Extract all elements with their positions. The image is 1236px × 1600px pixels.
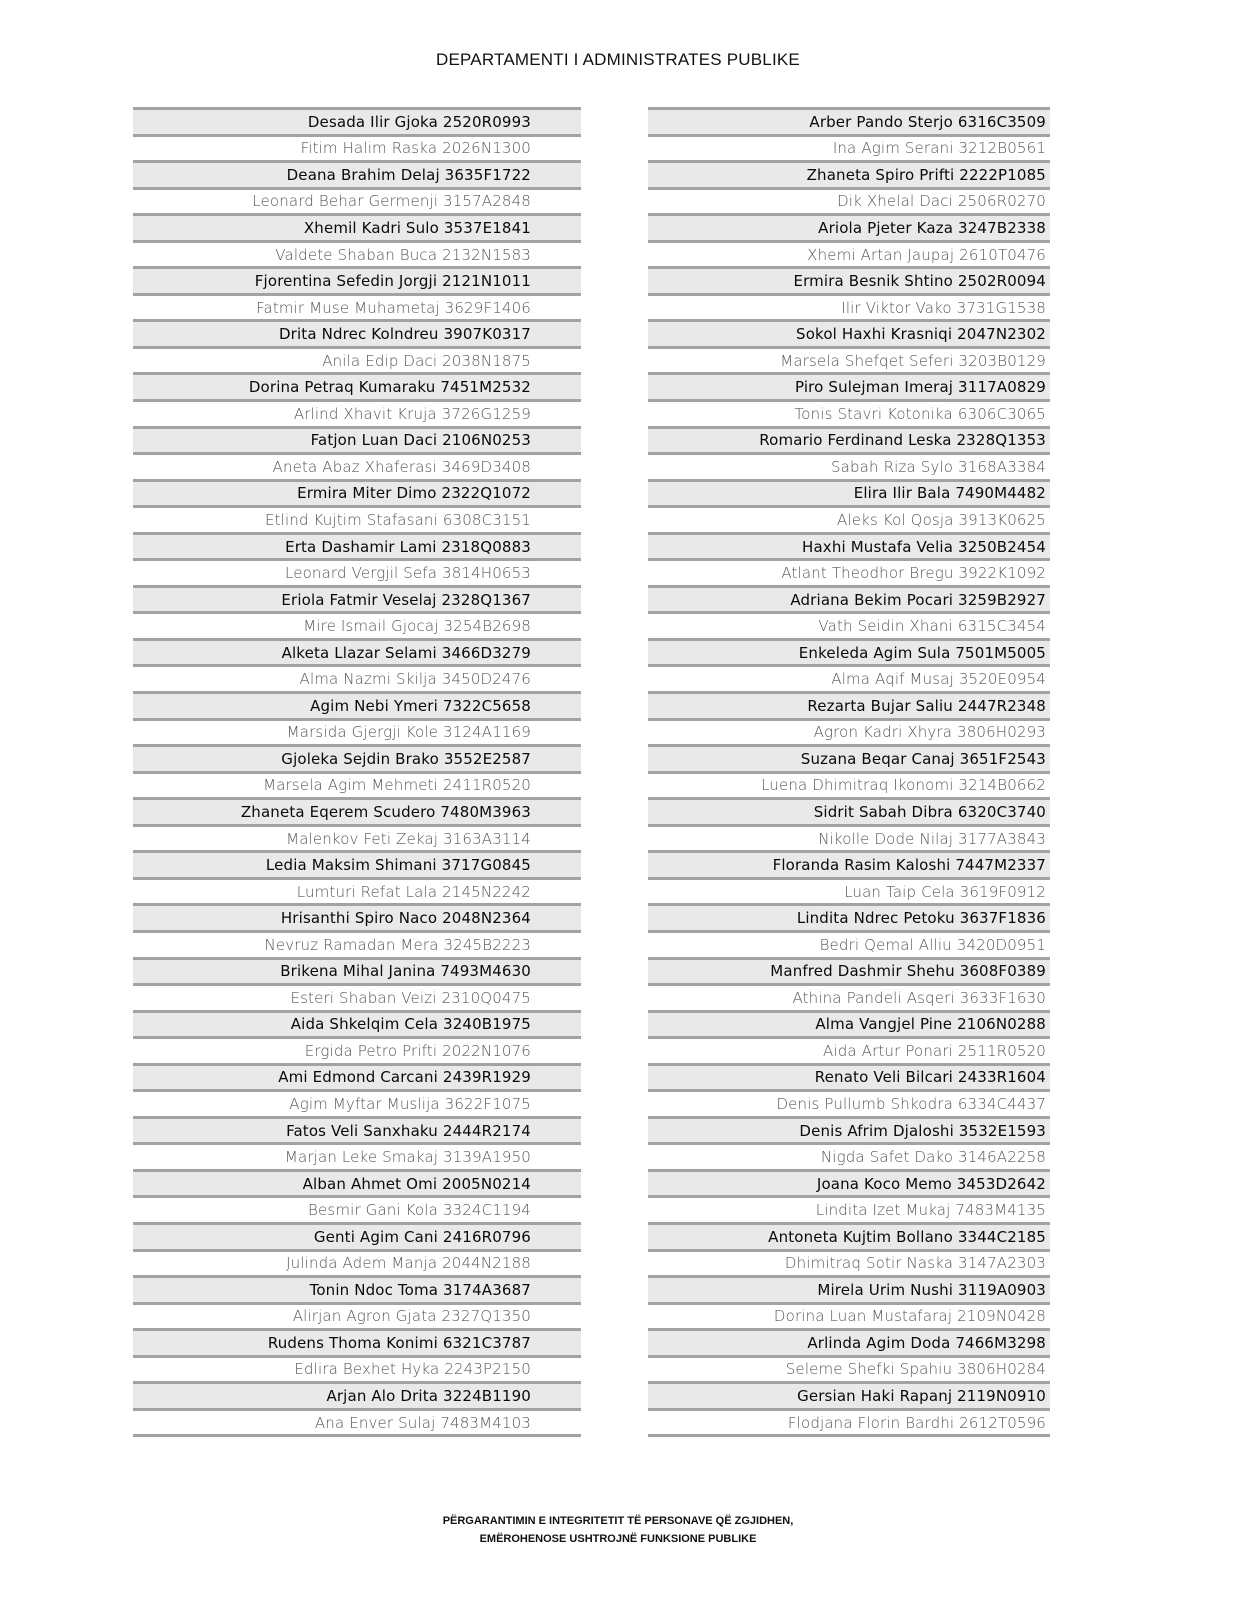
list-item: Lindita Izet Mukaj 7483M4135 [648, 1195, 1050, 1222]
list-item: Desada Ilir Gjoka 2520R0993 [133, 107, 581, 134]
list-item: Brikena Mihal Janina 7493M4630 [133, 957, 581, 984]
list-item: Elira Ilir Bala 7490M4482 [648, 479, 1050, 506]
list-item: Romario Ferdinand Leska 2328Q1353 [648, 426, 1050, 453]
list-item: Agron Kadri Xhyra 3806H0293 [648, 718, 1050, 745]
list-item: Ergida Petro Prifti 2022N1076 [133, 1036, 581, 1063]
list-item: Sokol Haxhi Krasniqi 2047N2302 [648, 319, 1050, 346]
list-item: Aneta Abaz Xhaferasi 3469D3408 [133, 452, 581, 479]
list-item: Denis Afrim Djaloshi 3532E1593 [648, 1116, 1050, 1143]
list-item: Piro Sulejman Imeraj 3117A0829 [648, 372, 1050, 399]
list-item: Dik Xhelal Daci 2506R0270 [648, 187, 1050, 214]
list-item: Nevruz Ramadan Mera 3245B2223 [133, 930, 581, 957]
list-item: Ermira Besnik Shtino 2502R0094 [648, 266, 1050, 293]
list-item: Genti Agim Cani 2416R0796 [133, 1222, 581, 1249]
list-item: Gjoleka Sejdin Brako 3552E2587 [133, 744, 581, 771]
list-item: Arlind Xhavit Kruja 3726G1259 [133, 399, 581, 426]
list-item: Sidrit Sabah Dibra 6320C3740 [648, 797, 1050, 824]
list-item: Malenkov Feti Zekaj 3163A3114 [133, 824, 581, 851]
list-item: Renato Veli Bilcari 2433R1604 [648, 1063, 1050, 1090]
page-title: DEPARTAMENTI I ADMINISTRATES PUBLIKE [436, 50, 800, 69]
list-item: Alketa Llazar Selami 3466D3279 [133, 638, 581, 665]
list-item: Tonis Stavri Kotonika 6306C3065 [648, 399, 1050, 426]
list-item: Haxhi Mustafa Velia 3250B2454 [648, 532, 1050, 559]
list-item: Bedri Qemal Alliu 3420D0951 [648, 930, 1050, 957]
list-item: Fatmir Muse Muhametaj 3629F1406 [133, 293, 581, 320]
list-item: Erta Dashamir Lami 2318Q0883 [133, 532, 581, 559]
list-item: Athina Pandeli Asqeri 3633F1630 [648, 983, 1050, 1010]
list-item: Alma Nazmi Skilja 3450D2476 [133, 664, 581, 691]
list-item: Zhaneta Eqerem Scudero 7480M3963 [133, 797, 581, 824]
list-item: Dhimitraq Sotir Naska 3147A2303 [648, 1249, 1050, 1276]
footer-line-2: EMËROHENOSE USHTROJNË FUNKSIONE PUBLIKE [479, 1533, 757, 1545]
list-item: Luena Dhimitraq Ikonomi 3214B0662 [648, 771, 1050, 798]
list-item: Xhemi Artan Jaupaj 2610T0476 [648, 240, 1050, 267]
list-item: Gersian Haki Rapanj 2119N0910 [648, 1381, 1050, 1408]
list-item: Agim Myftar Muslija 3622F1075 [133, 1089, 581, 1116]
list-item: Drita Ndrec Kolndreu 3907K0317 [133, 319, 581, 346]
list-item: Luan Taip Cela 3619F0912 [648, 877, 1050, 904]
list-item: Alirjan Agron Gjata 2327Q1350 [133, 1302, 581, 1329]
list-item: Alma Vangjel Pine 2106N0288 [648, 1010, 1050, 1037]
list-item: Fitim Halim Raska 2026N1300 [133, 134, 581, 161]
list-item: Arlinda Agim Doda 7466M3298 [648, 1328, 1050, 1355]
list-item: Ermira Miter Dimo 2322Q1072 [133, 479, 581, 506]
list-item: Leonard Behar Germenji 3157A2848 [133, 187, 581, 214]
list-item: Esteri Shaban Veizi 2310Q0475 [133, 983, 581, 1010]
footer-line-1: PËRGARANTIMIN E INTEGRITETIT TË PERSONAVE QË ZGJIDHEN, [442, 1515, 794, 1527]
list-item: Ilir Viktor Vako 3731G1538 [648, 293, 1050, 320]
list-item: Besmir Gani Kola 3324C1194 [133, 1195, 581, 1222]
list-item: Agim Nebi Ymeri 7322C5658 [133, 691, 581, 718]
list-item: Ana Enver Sulaj 7483M4103 [133, 1408, 581, 1435]
list-item: Alban Ahmet Omi 2005N0214 [133, 1169, 581, 1196]
list-item: Vath Seidin Xhani 6315C3454 [648, 611, 1050, 638]
list-item: Fatos Veli Sanxhaku 2444R2174 [133, 1116, 581, 1143]
list-item: Mirela Urim Nushi 3119A0903 [648, 1275, 1050, 1302]
list-item: Lumturi Refat Lala 2145N2242 [133, 877, 581, 904]
list-item: Fatjon Luan Daci 2106N0253 [133, 426, 581, 453]
list-item: Hrisanthi Spiro Naco 2048N2364 [133, 903, 581, 930]
list-item: Tonin Ndoc Toma 3174A3687 [133, 1275, 581, 1302]
list-item: Enkeleda Agim Sula 7501M5005 [648, 638, 1050, 665]
list-item: Flodjana Florin Bardhi 2612T0596 [648, 1408, 1050, 1435]
list-item: Nigda Safet Dako 3146A2258 [648, 1142, 1050, 1169]
list-item: Zhaneta Spiro Prifti 2222P1085 [648, 160, 1050, 187]
list-item: Aida Artur Ponari 2511R0520 [648, 1036, 1050, 1063]
list-item: Alma Aqif Musaj 3520E0954 [648, 664, 1050, 691]
list-item: Marsida Gjergji Kole 3124A1169 [133, 718, 581, 745]
list-item: Julinda Adem Manja 2044N2188 [133, 1249, 581, 1276]
list-item: Ami Edmond Carcani 2439R1929 [133, 1063, 581, 1090]
list-item: Ariola Pjeter Kaza 3247B2338 [648, 213, 1050, 240]
list-item: Adriana Bekim Pocari 3259B2927 [648, 585, 1050, 612]
list-item: Atlant Theodhor Bregu 3922K1092 [648, 558, 1050, 585]
list-item: Edlira Bexhet Hyka 2243P2150 [133, 1355, 581, 1382]
list-item: Rudens Thoma Konimi 6321C3787 [133, 1328, 581, 1355]
left-name-list [133, 107, 581, 1437]
list-divider [648, 1434, 1050, 1437]
list-item: Marjan Leke Smakaj 3139A1950 [133, 1142, 581, 1169]
list-item: Xhemil Kadri Sulo 3537E1841 [133, 213, 581, 240]
right-name-list [648, 107, 1050, 1437]
list-item: Denis Pullumb Shkodra 6334C4437 [648, 1089, 1050, 1116]
list-item: Anila Edip Daci 2038N1875 [133, 346, 581, 373]
list-item: Ina Agim Serani 3212B0561 [648, 134, 1050, 161]
list-item: Mire Ismail Gjocaj 3254B2698 [133, 611, 581, 638]
list-item: Suzana Beqar Canaj 3651F2543 [648, 744, 1050, 771]
list-item: Joana Koco Memo 3453D2642 [648, 1169, 1050, 1196]
list-divider [133, 1434, 581, 1437]
list-item: Etlind Kujtim Stafasani 6308C3151 [133, 505, 581, 532]
list-item: Arber Pando Sterjo 6316C3509 [648, 107, 1050, 134]
list-item: Arjan Alo Drita 3224B1190 [133, 1381, 581, 1408]
list-item: Nikolle Dode Nilaj 3177A3843 [648, 824, 1050, 851]
list-item: Sabah Riza Sylo 3168A3384 [648, 452, 1050, 479]
list-item: Dorina Luan Mustafaraj 2109N0428 [648, 1302, 1050, 1329]
list-item: Marsela Shefqet Seferi 3203B0129 [648, 346, 1050, 373]
list-item: Floranda Rasim Kaloshi 7447M2337 [648, 850, 1050, 877]
list-item: Marsela Agim Mehmeti 2411R0520 [133, 771, 581, 798]
footer-note [0, 1512, 1236, 1548]
list-item: Fjorentina Sefedin Jorgji 2121N1011 [133, 266, 581, 293]
list-item: Dorina Petraq Kumaraku 7451M2532 [133, 372, 581, 399]
list-item: Ledia Maksim Shimani 3717G0845 [133, 850, 581, 877]
list-item: Antoneta Kujtim Bollano 3344C2185 [648, 1222, 1050, 1249]
list-item: Lindita Ndrec Petoku 3637F1836 [648, 903, 1050, 930]
list-item: Aleks Kol Qosja 3913K0625 [648, 505, 1050, 532]
list-item: Aida Shkelqim Cela 3240B1975 [133, 1010, 581, 1037]
list-item: Rezarta Bujar Saliu 2447R2348 [648, 691, 1050, 718]
list-item: Valdete Shaban Buca 2132N1583 [133, 240, 581, 267]
list-item: Eriola Fatmir Veselaj 2328Q1367 [133, 585, 581, 612]
list-item: Leonard Vergjil Sefa 3814H0653 [133, 558, 581, 585]
list-item: Seleme Shefki Spahiu 3806H0284 [648, 1355, 1050, 1382]
list-item: Deana Brahim Delaj 3635F1722 [133, 160, 581, 187]
list-item: Manfred Dashmir Shehu 3608F0389 [648, 957, 1050, 984]
